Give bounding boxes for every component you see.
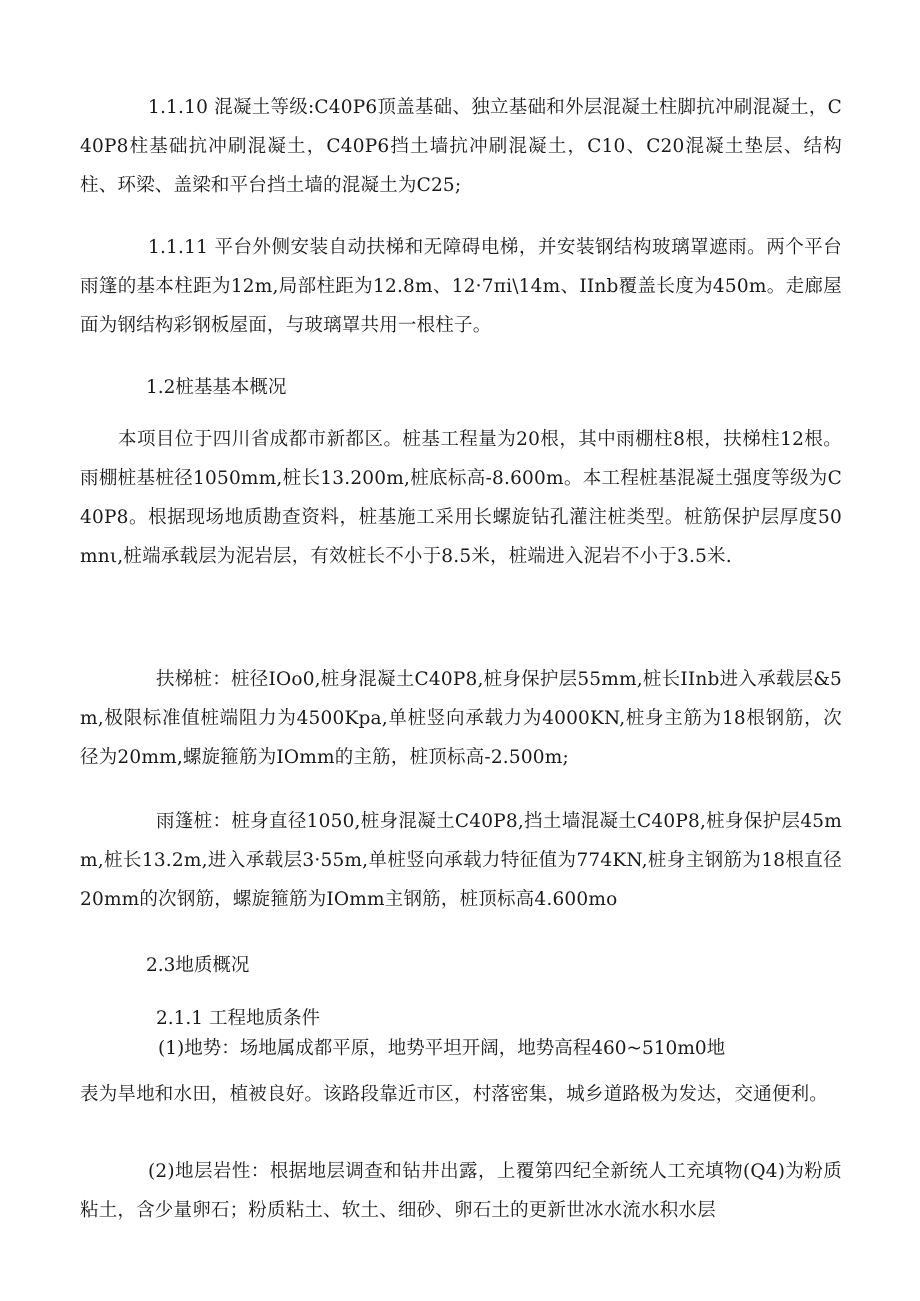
paragraph-concrete-grade: 1.1.10 混凝土等级:C40P6顶盖基础、独立基础和外层混凝土柱脚抗冲刷混凝土，C40P8柱基础抗冲刷混凝土，C40P6挡土墙抗冲刷混凝土，C10、C20混凝土垫层、结构柱、环梁、盖梁和平台挡土墙的混凝土为C25; bbox=[80, 97, 842, 196]
paragraph-project-location: 本项目位于四川省成都市新都区。桩基工程量为20根，其中雨棚柱8根，扶梯柱12根。雨棚桩基桩径1050mm,桩长13.200m,桩底标高-8.600m。本工程桩基混凝土强度等级为C40P8。根据现场地质勘查资料，桩基施工采用长螺旋钻孔灌注桩类型。桩筋保护层厚度50mnι,桩端承载层为泥岩层，有效桩长不小于8.5米，桩端进入泥岩不小于3.5米. bbox=[80, 429, 842, 567]
paragraph-terrain-line1: (1)地势：场地属成都平原，地势平坦开阔，地势高程460~510m0地 bbox=[158, 1038, 726, 1059]
paragraph-terrain-continued: 表为旱地和水田，植被良好。该路段靠近市区，村落密集，城乡道路极为发达，交通便利。 bbox=[80, 1084, 829, 1105]
heading-geology-overview: 2.3地质概况 bbox=[146, 955, 250, 976]
heading-engineering-geology: 2.1.1 工程地质条件 bbox=[156, 1008, 320, 1029]
paragraph-platform-canopy: 1.1.11 平台外侧安装自动扶梯和无障碍电梯，并安装钢结构玻璃罩遮雨。两个平台雨篷的基本柱距为12m,局部柱距为12.8m、12·7πi\14m、IInb覆盖长度为450m。走廊屋面为钢结构彩钢板屋面，与玻璃罩共用一根柱子。 bbox=[80, 237, 842, 336]
paragraph-canopy-pile: 雨篷桩：桩身直径1050,桩身混凝土C40P8,挡土墙混凝土C40P8,桩身保护层45mm,桩长13.2m,进入承载层3·55m,单桩竖向承载力特征值为774KN,桩身主钢筋为18根直径20mm的次钢筋，螺旋箍筋为IOmm主钢筋，桩顶标高4.600mo bbox=[80, 811, 842, 910]
paragraph-stratum-lithology: (2)地层岩性：根据地层调查和钻井出露，上覆第四纪全新统人工充填物(Q4)为粉质粘土，含少量卵石；粉质粘土、软土、细砂、卵石土的更新世冰水流水积水层 bbox=[80, 1161, 842, 1221]
heading-pile-overview: 1.2桩基基本概况 bbox=[146, 377, 287, 398]
paragraph-escalator-pile: 扶梯桩：桩径IOo0,桩身混凝土C40P8,桩身保护层55mm,桩长IInb进入承载层&5m,极限标准值桩端阻力为4500Kpa,单桩竖向承载力为4000KN,桩身主筋为18根钢筋，次径为20mm,螺旋箍筋为IOmm的主筋，桩顶标高-2.500m; bbox=[80, 669, 842, 768]
